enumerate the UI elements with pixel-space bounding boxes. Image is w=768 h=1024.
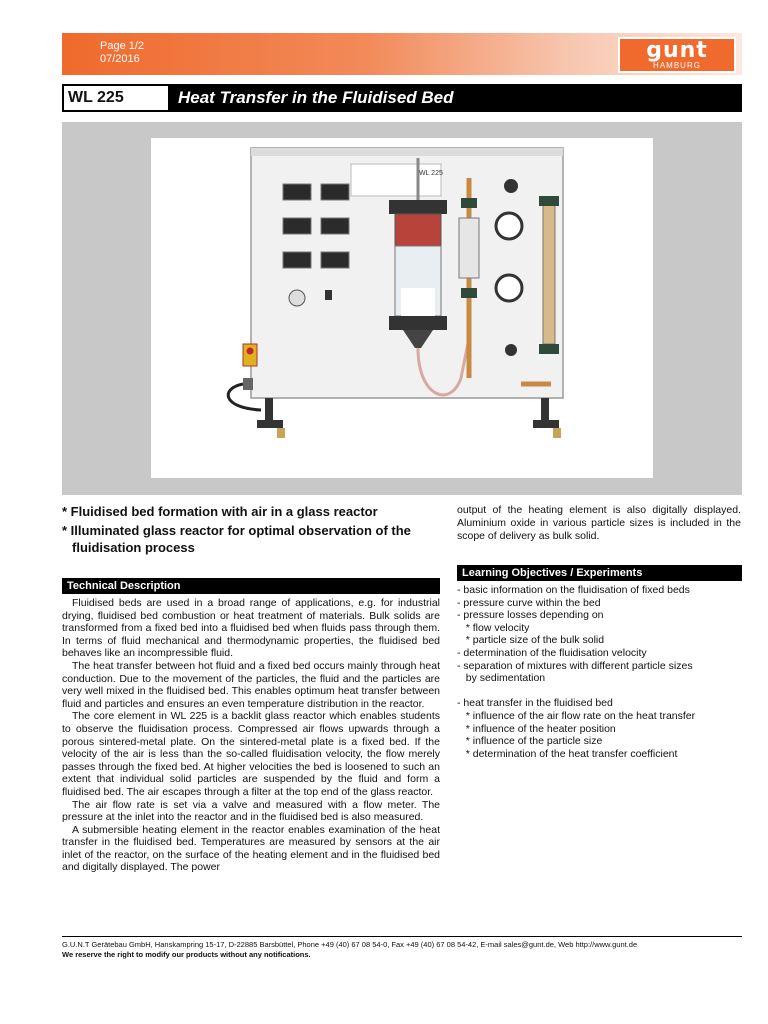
page-title: Heat Transfer in the Fluidised Bed — [178, 88, 454, 107]
feature-item: * Fluidised bed formation with air in a glass reactor — [62, 504, 378, 519]
list-item: * influence of the air flow rate on the heat transfer — [457, 709, 696, 722]
gunt-logo — [618, 37, 736, 73]
list-item: - separation of mixtures with different particle sizes — [457, 659, 693, 672]
list-item: - determination of the fluidisation velocity — [457, 646, 647, 659]
footer-address: G.U.N.T Gerätebau GmbH, Hanskampring 15-17, D-22885 Barsbüttel, Phone +49 (40) 67 08 54-0, Fax +49 (40) 67 08 54-42, E-mail sales@gunt.de, Web http://www.gunt.de — [62, 940, 638, 949]
paragraph: Fluidised beds are used in a broad range of applications, e.g. for industrial drying, fluidised bed combustion or heat treatment of materials. Bulk solids are transformed from a fixed bed into a fluidised bed when fluids pass through them. In terms of fluid mechanical and thermodynamic properties, the fluidised bed behaves like an incompressible fluid. — [62, 597, 440, 660]
learning-objectives-list — [457, 584, 742, 760]
paragraph: A submersible heating element in the reactor enables examination of the heat transfer in the fluidised bed. Temperatures are measured by sensors at the air inlet of the reactor, on the surface of the heating element and in the fluidised bed and digitally displayed. The power — [62, 823, 440, 874]
list-item: - pressure losses depending on — [457, 609, 604, 622]
description-continuation: output of the heating element is also digitally displayed. Aluminium oxide in various particle sizes is included in the scope of delivery as bulk solid. — [457, 504, 741, 542]
apparatus-illustration — [151, 138, 653, 478]
page-info — [100, 40, 144, 66]
paragraph: The core element in WL 225 is a backlit glass reactor which enables students to observe the fluidisation process. Compressed air flows upwards through a porous sintered-metal plate. On the sintered-metal plate is a fixed bed. If the velocity of the air is less than the so-called fluidisation velocity, the flow merely passes through the fixed bed. At higher velocities the bed is loosened to such an extent that individual solid particles are suspended by the fluid and form a fluidised bed. The air escapes through a filter at the top end of the glass reactor. — [62, 710, 440, 798]
list-item: by sedimentation — [457, 672, 546, 685]
model-number: WL 225 — [64, 86, 168, 110]
technical-description-heading: Technical Description — [62, 578, 440, 594]
technical-description-body — [62, 597, 440, 874]
logo-main-text: gunt — [646, 37, 708, 63]
feature-item: * Illuminated glass reactor for optimal observation of the fluidisation process — [62, 523, 411, 555]
list-item: * determination of the heat transfer coefficient — [457, 747, 678, 760]
footer — [62, 940, 742, 959]
list-item: * particle size of the bulk solid — [457, 634, 605, 647]
list-item: * influence of the heater position — [457, 722, 616, 735]
list-item — [457, 685, 742, 698]
list-item: * influence of the particle size — [457, 735, 603, 748]
logo-sub-text: HAMBURG — [653, 60, 701, 70]
product-photo — [151, 138, 653, 478]
list-item: - basic information on the fluidisation of fixed beds — [457, 584, 690, 596]
paragraph: The heat transfer between hot fluid and a fixed bed occurs mainly through heat conduction. Due to the movement of the particles, the fluid and the particles are very well mixed in the fluidised bed. This enables optimum heat transfer between fluid and particles and ensures an even temperature distribution in the reactor. — [62, 659, 440, 710]
feature-list — [62, 503, 442, 558]
list-item: - heat transfer in the fluidised bed — [457, 697, 613, 710]
learning-objectives-heading: Learning Objectives / Experiments — [457, 565, 742, 581]
list-item: - pressure curve within the bed — [457, 596, 601, 609]
page-number: Page 1/2 — [100, 40, 145, 52]
list-item: * flow velocity — [457, 621, 530, 634]
footer-disclaimer: We reserve the right to modify our products without any notifications. — [62, 949, 311, 959]
issue-date: 07/2016 — [100, 53, 140, 65]
paragraph: The air flow rate is set via a valve and measured with a flow meter. The pressure at the inlet into the reactor and in the fluidised bed is also measured. — [62, 798, 440, 824]
panel-model-label: WL 225 — [419, 170, 443, 177]
footer-divider — [62, 936, 742, 937]
